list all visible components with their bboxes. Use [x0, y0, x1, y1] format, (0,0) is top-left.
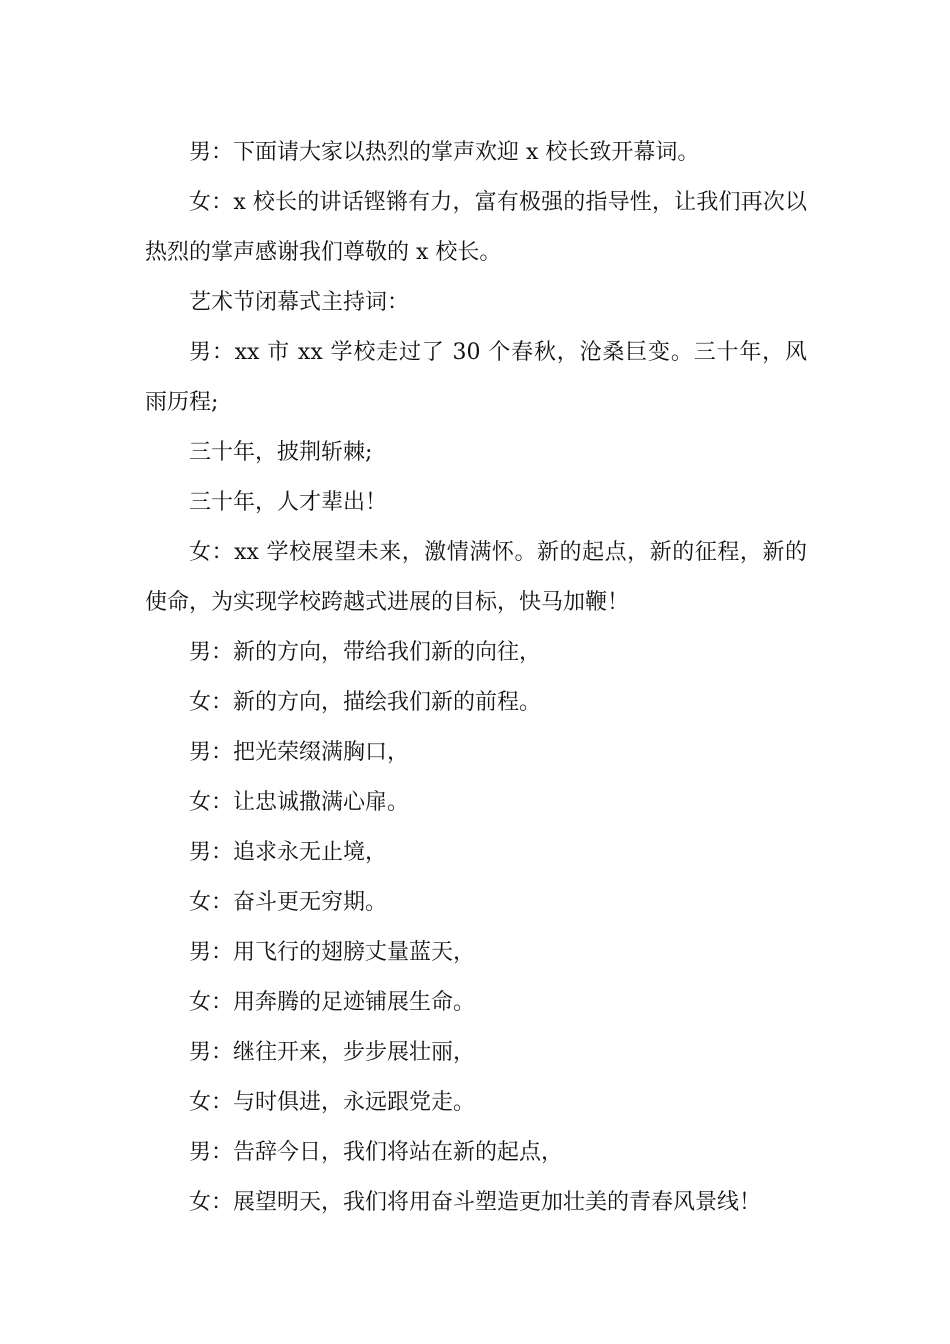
paragraph-11: 女：让忠诚撒满心扉。: [189, 790, 410, 815]
paragraph-1: 男：下面请大家以热烈的掌声欢迎 x 校长致开幕词。: [189, 140, 700, 165]
paragraph-10: 男：把光荣缀满胸口，: [189, 740, 410, 765]
paragraph-15: 女：用奔腾的足迹铺展生命。: [189, 990, 476, 1015]
paragraph-5: 三十年，披荆斩棘;: [189, 440, 373, 465]
paragraph-16: 男：继往开来，步步展壮丽，: [189, 1040, 476, 1065]
paragraph-7: 女：xx 学校展望未来，激情满怀。新的起点，新的征程，新的使命，为实现学校跨越式进展的目标，快马加鞭！: [145, 540, 807, 615]
paragraph-6: 三十年，人才辈出！: [189, 490, 388, 515]
paragraph-4: 男：xx 市 xx 学校走过了 30 个春秋，沧桑巨变。三十年，风雨历程;: [145, 340, 807, 415]
document-body: [145, 128, 807, 1228]
paragraph-8: 男：新的方向，带给我们新的向往，: [189, 640, 542, 665]
paragraph-2: 女：x 校长的讲话铿锵有力，富有极强的指导性，让我们再次以热烈的掌声感谢我们尊敬的 x 校长。: [145, 190, 807, 265]
paragraph-9: 女：新的方向，描绘我们新的前程。: [189, 690, 542, 715]
paragraph-12: 男：追求永无止境，: [189, 840, 388, 865]
paragraph-18: 男：告辞今日，我们将站在新的起点，: [189, 1140, 564, 1165]
paragraph-13: 女：奋斗更无穷期。: [189, 890, 388, 915]
paragraph-17: 女：与时俱进，永远跟党走。: [189, 1090, 476, 1115]
paragraph-14: 男：用飞行的翅膀丈量蓝天，: [189, 940, 476, 965]
paragraph-3: 艺术节闭幕式主持词：: [189, 290, 410, 315]
paragraph-19: 女：展望明天，我们将用奋斗塑造更加壮美的青春风景线！: [189, 1190, 762, 1215]
